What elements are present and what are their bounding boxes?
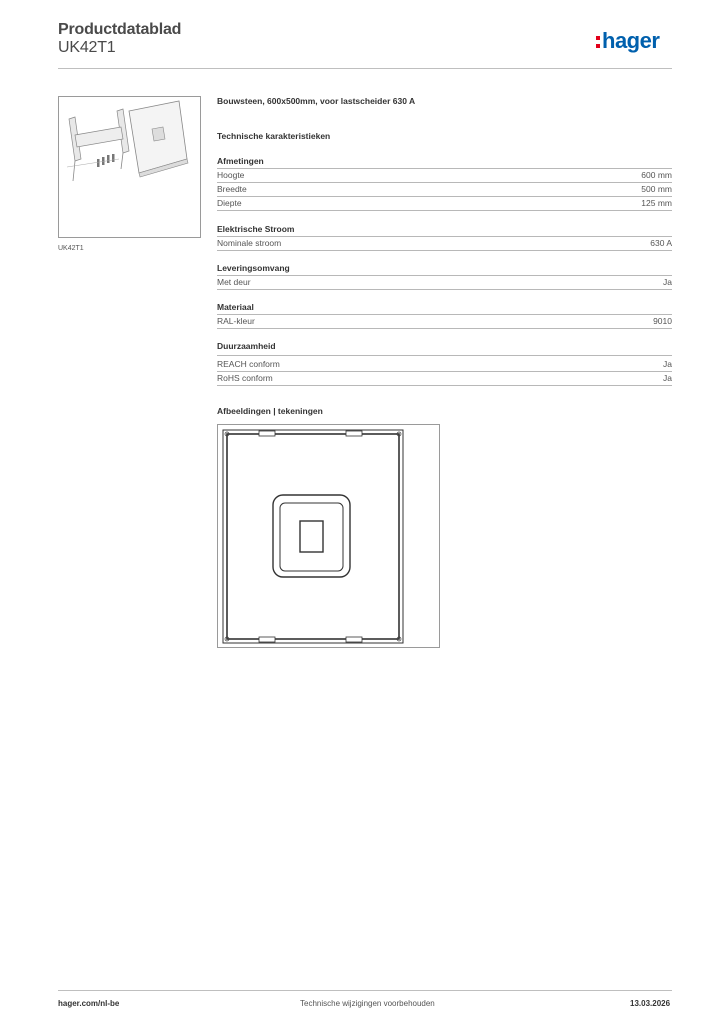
spec-value: Ja	[663, 277, 672, 287]
footer-date: 13.03.2026	[630, 999, 671, 1008]
footer-website-link[interactable]: hager.com/nl-be	[58, 999, 120, 1008]
spec-label: Breedte	[217, 184, 247, 194]
front-view-drawing-icon	[218, 425, 439, 647]
spec-value: 630 A	[650, 238, 672, 248]
spec-value: 9010	[653, 316, 672, 326]
product-description: Bouwsteen, 600x500mm, voor lastscheider 630 A	[217, 96, 416, 106]
spec-label: Met deur	[217, 277, 251, 287]
spec-group-title: Leveringsomvang	[217, 263, 290, 273]
spec-group-title: Afmetingen	[217, 156, 264, 166]
footer-notice: Technische wijzigingen voorbehouden	[300, 999, 435, 1008]
header-divider	[58, 68, 672, 69]
spec-label: RAL-kleur	[217, 316, 255, 326]
spec-row	[217, 372, 672, 386]
spec-label: Diepte	[217, 198, 242, 208]
spec-row	[217, 315, 672, 329]
spec-group-title: Elektrische Stroom	[217, 224, 295, 234]
spec-row	[217, 183, 672, 197]
spec-row	[217, 197, 672, 211]
spec-label: REACH conform	[217, 359, 280, 369]
spec-value: Ja	[663, 359, 672, 369]
spec-group-title: Duurzaamheid	[217, 341, 276, 351]
footer-divider	[58, 990, 672, 991]
image-caption: UK42T1	[58, 245, 84, 252]
spec-value: 500 mm	[641, 184, 672, 194]
divider	[217, 355, 672, 356]
spec-label: Nominale stroom	[217, 238, 282, 248]
technical-drawing	[217, 424, 440, 648]
spec-row	[217, 237, 672, 251]
section-title: Technische karakteristieken	[217, 131, 331, 141]
spec-label: Hoogte	[217, 170, 245, 180]
page-title: Productdatablad	[58, 21, 182, 38]
product-illustration-icon	[59, 97, 200, 237]
spec-row	[217, 358, 672, 372]
spec-value: Ja	[663, 373, 672, 383]
logo-dots-icon	[596, 36, 600, 52]
logo-wordmark: hager	[602, 28, 660, 53]
spec-row	[217, 169, 672, 183]
spec-value: 600 mm	[641, 170, 672, 180]
spec-row	[217, 276, 672, 290]
article-number: UK42T1	[58, 39, 116, 56]
spec-group-title: Materiaal	[217, 302, 254, 312]
spec-value: 125 mm	[641, 198, 672, 208]
drawings-title: Afbeeldingen | tekeningen	[217, 406, 323, 416]
product-image	[58, 96, 201, 238]
spec-label: RoHS conform	[217, 373, 273, 383]
